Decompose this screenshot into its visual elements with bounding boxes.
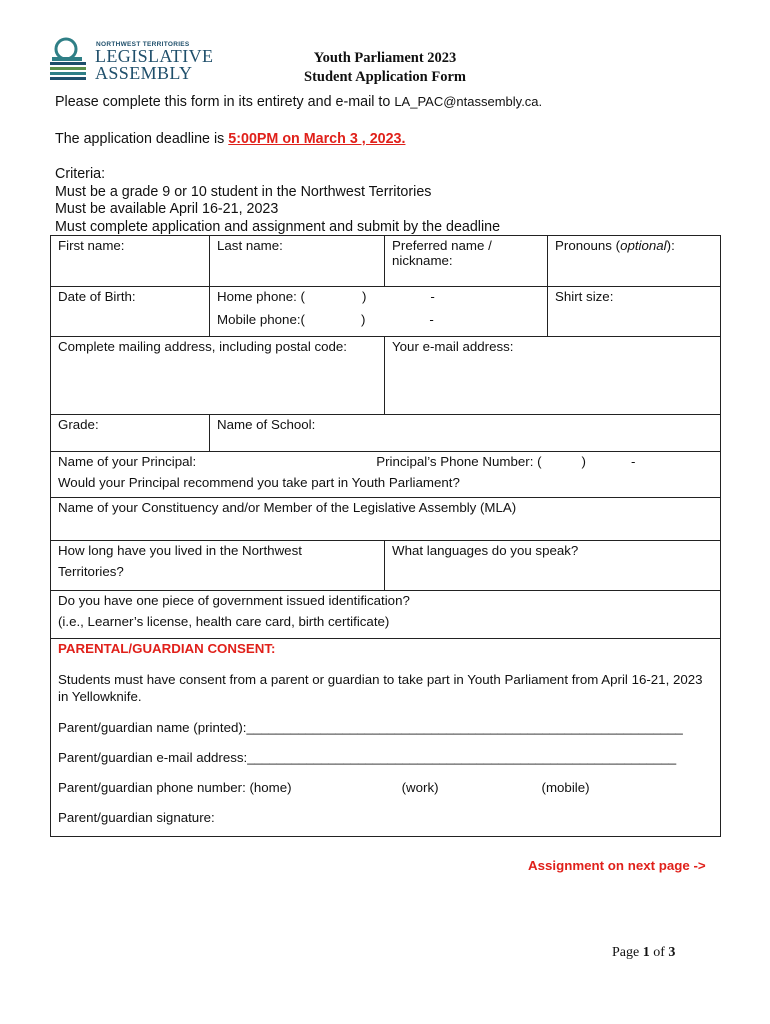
mailing-address-label: Complete mailing address, including postal code: <box>58 339 347 354</box>
guardian-name-field[interactable]: Parent/guardian name (printed):___________________________________________________________ <box>58 720 683 735</box>
shirt-size-label: Shirt size: <box>555 289 614 304</box>
home-phone-label: Home phone: ( ) - <box>217 289 435 304</box>
application-form-table <box>50 235 721 837</box>
criteria-item: Must be available April 16-21, 2023 <box>55 201 279 217</box>
criteria-heading: Criteria: <box>55 166 106 182</box>
logo-top-line: NORTHWEST TERRITORIES <box>96 41 190 48</box>
grade-field[interactable] <box>51 415 210 452</box>
shirt-size-field[interactable] <box>548 287 721 337</box>
legislative-assembly-logo <box>46 37 216 83</box>
principal-field[interactable] <box>51 452 721 498</box>
title-line-1: Youth Parliament 2023 <box>313 50 457 66</box>
government-id-examples: (i.e., Learner’s license, health care card, birth certificate) <box>58 614 390 629</box>
parental-consent-section <box>51 639 721 837</box>
principal-recommend-label: Would your Principal recommend you take part in Youth Parliament? <box>58 475 460 490</box>
logo-line-2: ASSEMBLY <box>95 63 193 83</box>
consent-text: Students must have consent from a parent or guardian to take part in Youth Parliament from April 16-21, 2023 in Yellowknife. <box>58 672 703 704</box>
consent-heading: PARENTAL/GUARDIAN CONSENT: <box>58 641 276 656</box>
preferred-name-field[interactable] <box>385 236 548 287</box>
guardian-email-field[interactable]: Parent/guardian e-mail address:__________________________________________________________ <box>58 750 677 765</box>
pronouns-label: Pronouns (optional): <box>555 238 675 253</box>
phone-fields[interactable] <box>210 287 548 337</box>
school-field[interactable] <box>210 415 721 452</box>
guardian-signature-field[interactable]: Parent/guardian signature: <box>58 810 215 825</box>
grade-label: Grade: <box>58 417 99 432</box>
languages-label: What languages do you speak? <box>392 543 579 558</box>
assembly-building-icon <box>46 37 90 81</box>
document-title <box>260 49 510 87</box>
criteria-block <box>55 166 500 236</box>
deadline-text: The application deadline is <box>55 131 229 147</box>
mobile-phone-label: Mobile phone:( ) - <box>217 312 434 327</box>
title-line-2: Student Application Form <box>304 69 466 85</box>
guardian-phone-field[interactable]: Parent/guardian phone number: (home) (work) (mobile) <box>58 780 590 795</box>
last-name-label: Last name: <box>217 238 283 253</box>
preferred-name-label: Preferred name / <box>392 238 492 253</box>
email-address-field[interactable] <box>385 337 721 415</box>
instruction-text: Please complete this form in its entirety and e-mail to <box>55 94 395 110</box>
years-lived-label: How long have you lived in the Northwest <box>58 543 302 558</box>
pronouns-field[interactable] <box>548 236 721 287</box>
last-name-field[interactable] <box>210 236 385 287</box>
criteria-item: Must be a grade 9 or 10 student in the Northwest Territories <box>55 183 432 200</box>
nickname-label: nickname: <box>392 253 453 268</box>
government-id-field[interactable] <box>51 591 721 639</box>
instruction-line <box>55 94 542 110</box>
years-lived-label-2: Territories? <box>58 564 124 579</box>
email-address-label: Your e-mail address: <box>392 339 514 354</box>
mobile-phone-guardian-label: (mobile) <box>541 780 590 795</box>
years-lived-field[interactable] <box>51 541 385 591</box>
principal-label: Name of your Principal: Principal’s Phone Number: ( ) - <box>58 454 636 469</box>
government-id-label: Do you have one piece of government issued identification? <box>58 593 410 608</box>
first-name-label: First name: <box>58 238 125 253</box>
constituency-field[interactable] <box>51 498 721 541</box>
principal-phone-label: Principal’s Phone Number: ( <box>376 454 542 469</box>
first-name-field[interactable] <box>51 236 210 287</box>
next-page-note: Assignment on next page -> <box>528 858 706 873</box>
dob-field[interactable] <box>51 287 210 337</box>
logo-line-1: LEGISLATIVE <box>95 46 214 66</box>
submission-email: LA_PAC@ntassembly.ca. <box>394 94 543 109</box>
languages-field[interactable] <box>385 541 721 591</box>
dob-label: Date of Birth: <box>58 289 136 304</box>
work-phone-label: (work) <box>401 780 439 795</box>
mailing-address-field[interactable] <box>51 337 385 415</box>
page-number: Page 1 of 3 <box>612 945 676 960</box>
deadline-line <box>55 131 405 147</box>
constituency-label: Name of your Constituency and/or Member of the Legislative Assembly (MLA) <box>58 500 517 515</box>
school-label: Name of School: <box>217 417 316 432</box>
criteria-item: Must complete application and assignment and submit by the deadline <box>55 218 501 235</box>
deadline-value: 5:00PM on March 3 , 2023. <box>228 131 406 147</box>
